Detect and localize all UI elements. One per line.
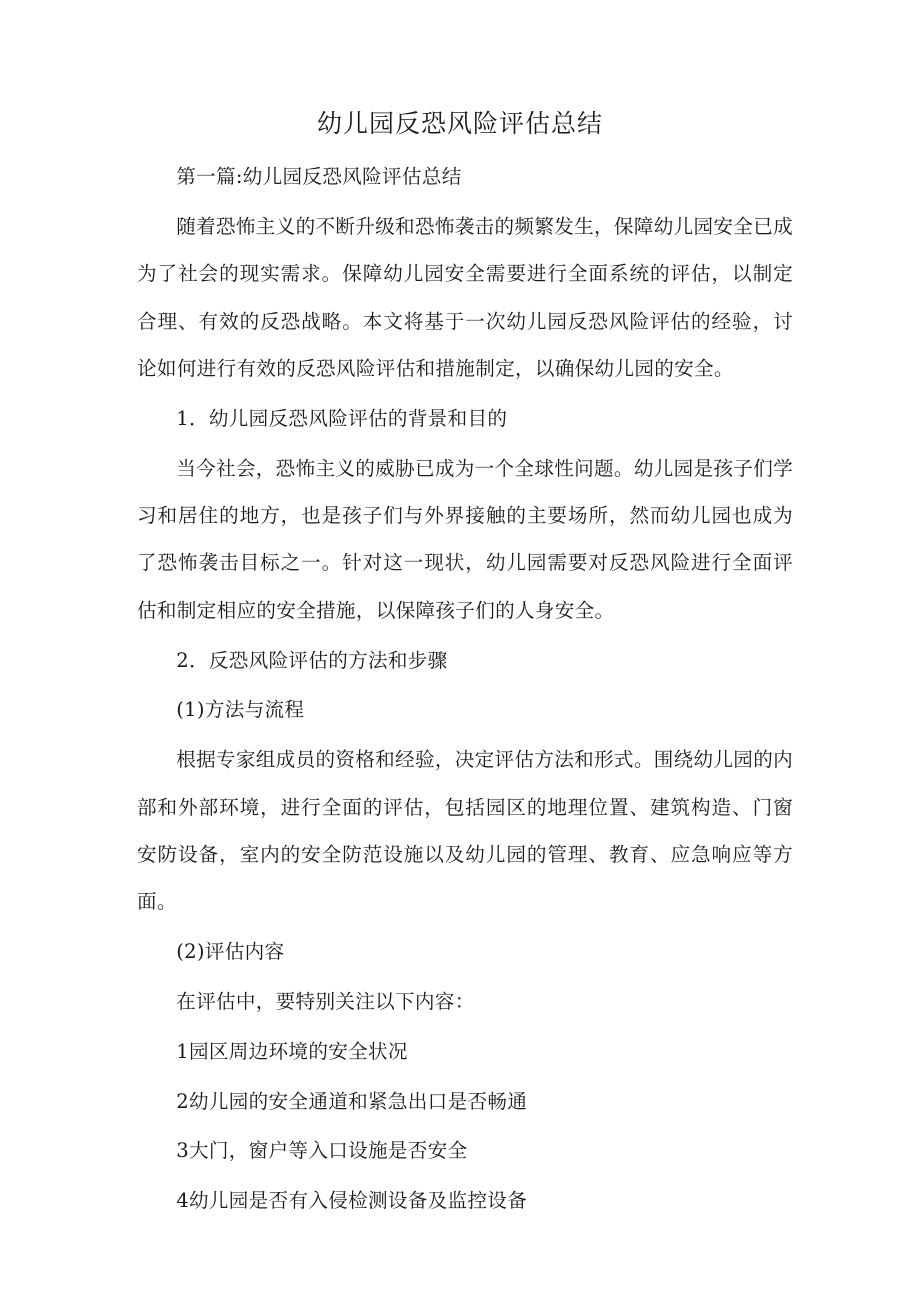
document-title: 幼儿园反恐风险评估总结 xyxy=(316,109,603,138)
subsection-1-heading: (1)方法与流程 xyxy=(176,698,305,722)
chapter-heading: 第一篇:幼儿园反恐风险评估总结 xyxy=(176,165,462,188)
subsection-1-paragraph: 根据专家组成员的资格和经验，决定评估方法和形式。围绕幼儿园的内部和外部环境，进行全面的评估，包括园区的地理位置、建筑构造、门窗安防设备，室内的安全防范设施以及幼儿园的管理、教育、应急响应等方面。 xyxy=(137,748,793,914)
section-2-heading: 2．反恐风险评估的方法和步骤 xyxy=(176,648,448,672)
list-item: 2幼儿园的安全通道和紧急出口是否畅通 xyxy=(176,1089,528,1113)
list-item: 4幼儿园是否有入侵检测设备及监控设备 xyxy=(176,1189,528,1213)
evaluation-intro: 在评估中，要特别关注以下内容： xyxy=(176,990,475,1014)
list-item: 3大门，窗户等入口设施是否安全 xyxy=(176,1139,468,1163)
section-1-heading: 1．幼儿园反恐风险评估的背景和目的 xyxy=(176,406,508,430)
list-item: 1园区周边环境的安全状况 xyxy=(176,1039,408,1063)
intro-paragraph: 随着恐怖主义的不断升级和恐怖袭击的频繁发生，保障幼儿园安全已成为了社会的现实需求。保障幼儿园安全需要进行全面系统的评估，以制定合理、有效的反恐战略。本文将基于一次幼儿园反恐风险评估的经验，讨论如何进行有效的反恐风险评估和措施制定，以确保幼儿园的安全。 xyxy=(137,214,793,381)
section-1-paragraph: 当今社会，恐怖主义的威胁已成为一个全球性问题。幼儿园是孩子们学习和居住的地方，也是孩子们与外界接触的主要场所，然而幼儿园也成为了恐怖袭击目标之一。针对这一现状，幼儿园需要对反恐风险进行全面评估和制定相应的安全措施，以保障孩子们的人身安全。 xyxy=(137,456,793,622)
document-body xyxy=(137,153,793,1227)
subsection-2-heading: (2)评估内容 xyxy=(176,940,285,964)
